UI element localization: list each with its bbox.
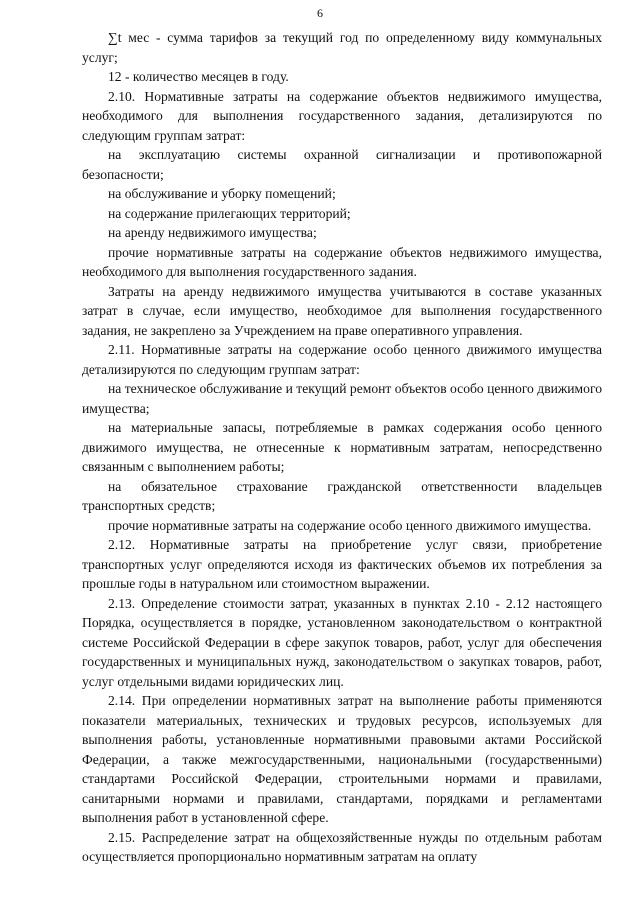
- paragraph-2-11: 2.11. Нормативные затраты на содержание особо ценного движимого имущества детализируются по следующим группам затрат:: [82, 342, 602, 377]
- paragraph-rent-costs: Затраты на аренду недвижимого имущества учитываются в составе указанных затрат в случае, если имущество, необходимое для выполнения государственного задания, не закреплено за Учреждением на праве оперативного управления.: [82, 283, 602, 338]
- list-item-maintenance: на техническое обслуживание и текущий ремонт объектов особо ценного движимого имущества;: [82, 381, 602, 416]
- list-item-materials: на материальные запасы, потребляемые в рамках содержания особо ценного движимого имущества, не отнесенные к нормативным затратам, непосредственно связанным с выполнением работы;: [82, 420, 602, 474]
- paragraph-2-12: 2.12. Нормативные затраты на приобретение услуг связи, приобретение транспортных услуг определяются исходя из фактических объемов их потребления за прошлые годы в натуральном или стоимостном выражении.: [82, 537, 602, 591]
- paragraph-2-13: 2.13. Определение стоимости затрат, указанных в пунктах 2.10 - 2.12 настоящего Порядка, осуществляется в порядке, установленном законодательством о контрактной системе Российской Федерации в сфере закупок товаров, работ, услуг для обеспечения государственных и муниципальных нужд, законодательством о закупках товаров, работ, услуг отдельными видами юридических лиц.: [82, 595, 602, 689]
- paragraph-2-15: 2.15. Распределение затрат на общехозяйственные нужды по отдельным работам осуществляется пропорционально нормативным затратам на оплату: [82, 829, 602, 864]
- page-number: 6: [317, 6, 323, 20]
- paragraph-tariff-sum: ∑t мес - сумма тарифов за текущий год по определенному виду коммунальных услуг;: [82, 30, 602, 65]
- list-item-other-movable: прочие нормативные затраты на содержание особо ценного движимого имущества.: [108, 517, 592, 533]
- list-item-insurance: на обязательное страхование гражданской ответственности владельцев транспортных средств;: [82, 478, 602, 513]
- paragraph-months: 12 - количество месяцев в году.: [108, 69, 289, 84]
- list-item-cleaning: на обслуживание и уборку помещений;: [108, 186, 336, 201]
- document-body: [82, 28, 602, 867]
- paragraph-2-14: 2.14. При определении нормативных затрат на выполнение работы применяются показатели материальных, технических и трудовых ресурсов, используемых для выполнения работы, установленные нормативными правовыми актами Российской Федерации, а также межгосударственными, национальными (государственными) стандартами Российской Федерации, строительными нормами и правилами, санитарными нормами и правилами, стандартами, порядками и регламентами выполнения работ в установленной сфере.: [82, 693, 602, 825]
- list-item-rent: на аренду недвижимого имущества;: [108, 225, 317, 240]
- list-item-security: на эксплуатацию системы охранной сигнализации и противопожарной безопасности;: [82, 147, 602, 182]
- paragraph-2-10: 2.10. Нормативные затраты на содержание объектов недвижимого имущества, необходимого для выполнения государственного задания, детализируются по следующим группам затрат:: [82, 88, 602, 143]
- list-item-other-real-estate: прочие нормативные затраты на содержание объектов недвижимого имущества, необходимого для выполнения государственного задания.: [82, 244, 602, 279]
- list-item-territory: на содержание прилегающих территорий;: [108, 205, 351, 221]
